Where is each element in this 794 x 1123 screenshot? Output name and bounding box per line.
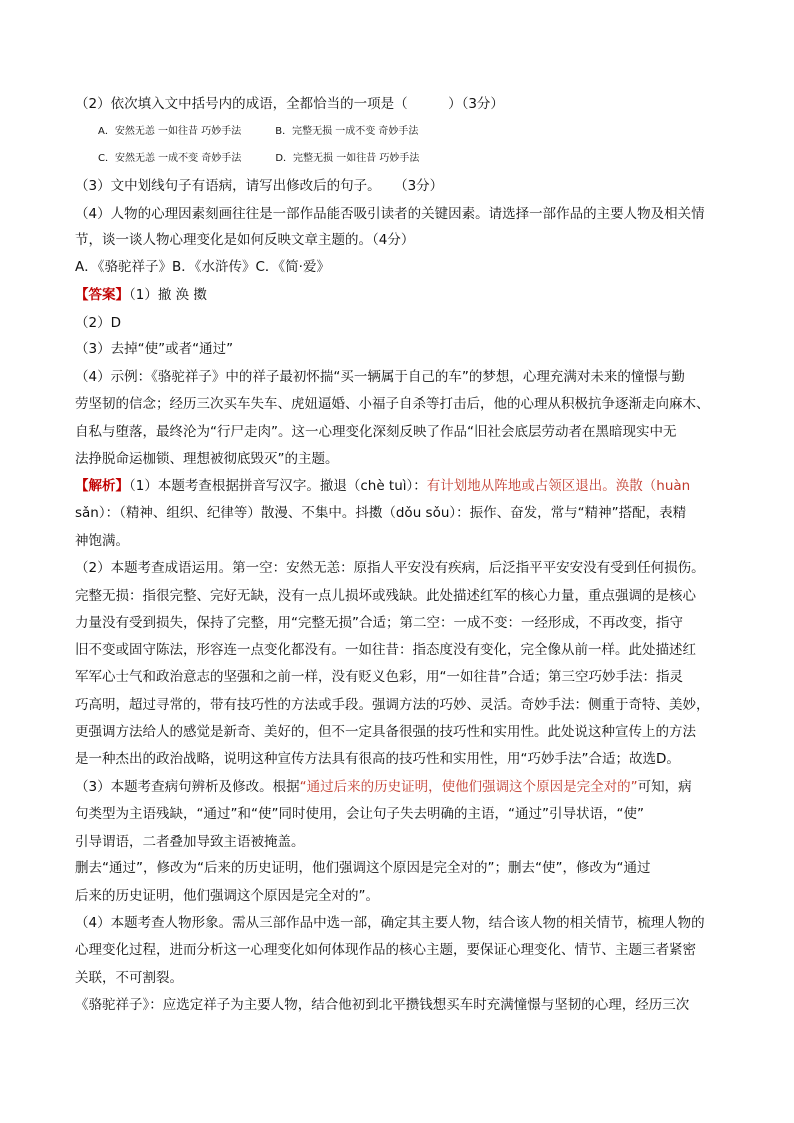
answer-2: （2）D <box>75 315 121 331</box>
analysis-4-line-1: （4）本题考查人物形象。需从三部作品中选一部，确定其主要人物，结合该人物的相关情节，梳理人物的 <box>75 915 705 931</box>
analysis-2-line-2: 完整无损：指很完整、完好无缺，没有一点儿损坏或残缺。此处描述红军的核心力量，重点强调的是核心 <box>75 588 696 604</box>
q4-options: A．《骆驼祥子》B．《水浒传》C．《简·爱》 <box>75 259 330 275</box>
q2-stem: （2）依次填入文中括号内的成语，全都恰当的一项是（ ）（3分） <box>75 96 504 112</box>
analysis-3-line-5: 后来的历史证明，他们强调这个原因是完全对的”。 <box>75 888 379 904</box>
analysis-3-part-a: （3）本题考查病句辨析及修改。根据 <box>75 779 300 795</box>
answer-3: （3）去掉“使”或者“通过” <box>75 341 234 357</box>
answer-4-line-4: 法挣脱命运枷锁、理想被彻底毁灭”的主题。 <box>75 451 339 467</box>
analysis-3-line-1 <box>75 778 735 796</box>
analysis-4-line-4: 《骆驼祥子》：应选定祥子为主要人物，结合他初到北平攒钱想买车时充满憧憬与坚韧的心理，经历三次 <box>75 997 690 1013</box>
analysis-2-line-6: 巧高明，超过寻常的，带有技巧性的方法或手段。强调方法的巧妙、灵活。奇妙手法：侧重于奇特、美妙， <box>75 697 710 713</box>
analysis-3-part-c: 可知，病 <box>637 779 692 795</box>
analysis-tag: 【解析】 <box>75 478 129 494</box>
analysis-1-part-b: 有计划地从阵地或占领区退出。涣散（huàn <box>426 478 691 494</box>
option-c: C．安然无恙 一成不变 奇妙手法 <box>98 153 242 164</box>
q4-stem-line-2: 节，谈一谈人物心理变化是如何反映文章主题的。（4分） <box>75 232 415 248</box>
option-a: A．安然无恙 一如往昔 巧妙手法 <box>98 126 242 137</box>
answer-tag: 【答案】 <box>75 287 129 303</box>
answer-line-1 <box>75 286 735 304</box>
analysis-2-line-4: 旧不变或固守陈法，形容连一点变化都没有。一如往昔：指态度没有变化，完全像从前一样。此处描述红 <box>75 642 696 658</box>
analysis-3-line-4: 删去“通过”，修改为“后来的历史证明，他们强调这个原因是完全对的”；删去“使”，修改为“通过 <box>75 860 651 876</box>
analysis-2-line-3: 力量没有受到损失，保持了完整，用“完整无损”合适；第二空：一成不变：一经形成，不再改变，指守 <box>75 615 683 631</box>
analysis-4-line-3: 关联，不可割裂。 <box>75 970 183 986</box>
q2-options-row-2 <box>98 150 758 168</box>
q2-options-row-1 <box>98 123 758 141</box>
analysis-1-part-a: （1）本题考查根据拼音写汉字。撤退（chè tuì）： <box>129 478 427 494</box>
analysis-2-line-5: 军军心士气和政治意志的坚强和之前一样，没有贬义色彩，用“一如往昔”合适；第三空巧妙手法：指灵 <box>75 669 683 685</box>
answer-4-line-3: 自私与堕落，最终沦为“行尸走肉”。这一心理变化深刻反映了作品“旧社会底层劳动者在黑暗现实中无 <box>75 424 677 440</box>
analysis-1-line-2: sǎn）：（精神、组织、纪律等）散漫、不集中。抖擞（dǒu sǒu）：振作、奋发，常与“精神”搭配，表精 <box>75 505 687 521</box>
q4-stem-line-1: （4）人物的心理因素刻画往往是一部作品能否吸引读者的关键因素。请选择一部作品的主要人物及相关情 <box>75 206 705 222</box>
answer-4-line-2: 劳坚韧的信念；经历三次买车失车、虎妞逼婚、小福子自杀等打击后，他的心理从积极抗争逐渐走向麻木、 <box>75 396 710 412</box>
answer-4-line-1: （4）示例：《骆驼祥子》中的祥子最初怀揣“买一辆属于自己的车”的梦想，心理充满对未来的憧憬与勤 <box>75 369 685 385</box>
analysis-3-quote: “通过后来的历史证明，使他们强调这个原因是完全对的” <box>299 779 638 795</box>
analysis-4-line-2: 心理变化过程，进而分析这一心理变化如何体现作品的核心主题，要保证心理变化、情节、主题三者紧密 <box>75 942 696 958</box>
analysis-2-line-8: 是一种杰出的政治战略，说明这种宣传方法具有很高的技巧性和实用性，用“巧妙手法”合适；故选D。 <box>75 751 680 767</box>
answer-1: （1）撤 涣 擞 <box>129 287 207 303</box>
analysis-1-line-3: 神饱满。 <box>75 533 129 549</box>
analysis-line-1 <box>75 477 735 495</box>
analysis-3-line-2: 句类型为主语残缺，“通过”和“使”同时使用，会让句子失去明确的主语，“通过”引导状语，“使” <box>75 806 644 822</box>
analysis-2-line-1: （2）本题考查成语运用。第一空：安然无恙：原指人平安没有疾病，后泛指平平安安没有受到任何损伤。 <box>75 560 705 576</box>
option-b: B．完整无损 一成不变 奇妙手法 <box>275 126 419 137</box>
analysis-2-line-7: 更强调方法给人的感觉是新奇、美好的，但不一定具备很强的技巧性和实用性。此处说这种宣传上的方法 <box>75 724 696 740</box>
option-d: D．完整无损 一如往昔 巧妙手法 <box>275 153 420 164</box>
q3-stem: （3）文中划线句子有语病，请写出修改后的句子。 （3分） <box>75 178 444 194</box>
analysis-3-line-3: 引导谓语，二者叠加导致主语被掩盖。 <box>75 834 305 850</box>
